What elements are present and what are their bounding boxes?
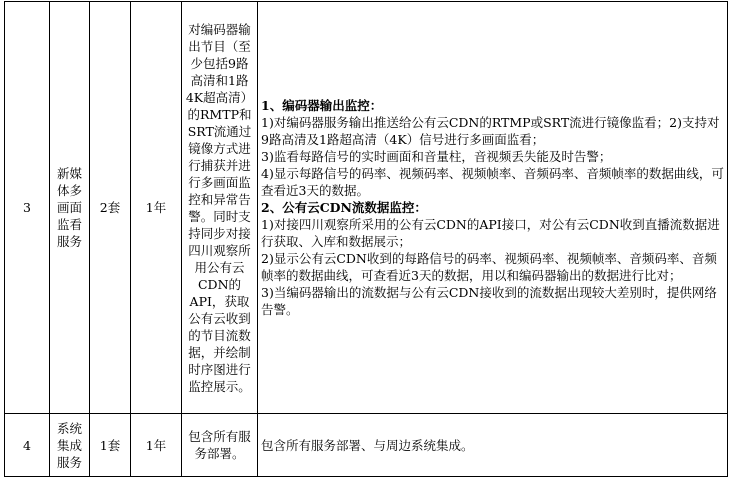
detail-line: 2)显示公有云CDN收到的每路信号的码率、视频码率、视频帧率、音频码率、音频帧率的数据曲线，可查看近3天的数据，用以和编码器输出的数据进行比对；	[261, 251, 717, 283]
detail-line: 1)对编码器服务输出推送给公有云CDN的RTMP或SRT流进行镜像监看；2)支持对9路高清及1路超高清（4K）信号进行多画面监看；	[261, 115, 720, 147]
service-detail: 包含所有服务部署、与周边系统集成。	[258, 414, 728, 477]
table-row	[5, 2, 728, 414]
table-row	[5, 414, 728, 477]
detail-line: 1)对接四川观察所采用的公有云CDN的API接口，对公有云CDN收到直播流数据进行获取、入库和数据展示；	[261, 217, 720, 249]
row-index: 3	[5, 2, 50, 414]
detail-line: 3)监看每路信号的实时画面和音量柱，音视频丢失能及时告警；	[261, 149, 612, 164]
service-quantity: 2套	[90, 2, 131, 414]
service-spec-table	[4, 1, 728, 477]
detail-line: 3)当编码器输出的流数据与公有云CDN接收到的流数据出现较大差别时，提供网络告警。	[261, 285, 717, 317]
service-brief: 对编码器输出节目（至少包括9路高清和1路4K超高清）的RMTP和SRT流通过镜像方式进行捕获并进行多画面监控和异常告警。同时支持同步对接四川观察所用公有云CDN的API，获取公有云收到的节目流数据，并绘制时序图进行监控展示。	[182, 2, 258, 414]
row-index: 4	[5, 414, 50, 477]
service-brief: 包含所有服务部署。	[182, 414, 258, 477]
service-name: 系统集成服务	[50, 414, 90, 477]
service-term: 1年	[131, 2, 182, 414]
service-name: 新媒体多画面监看服务	[50, 2, 90, 414]
detail-line: 4)显示每路信号的码率、视频码率、视频帧率、音频码率、音频帧率的数据曲线，可查看近3天的数据。	[261, 166, 724, 198]
service-quantity: 1套	[90, 414, 131, 477]
section-title-cdn: 2、公有云CDN流数据监控：	[261, 200, 427, 215]
service-term: 1年	[131, 414, 182, 477]
service-detail	[258, 2, 728, 414]
section-title-encoder: 1、编码器输出监控：	[261, 98, 383, 113]
